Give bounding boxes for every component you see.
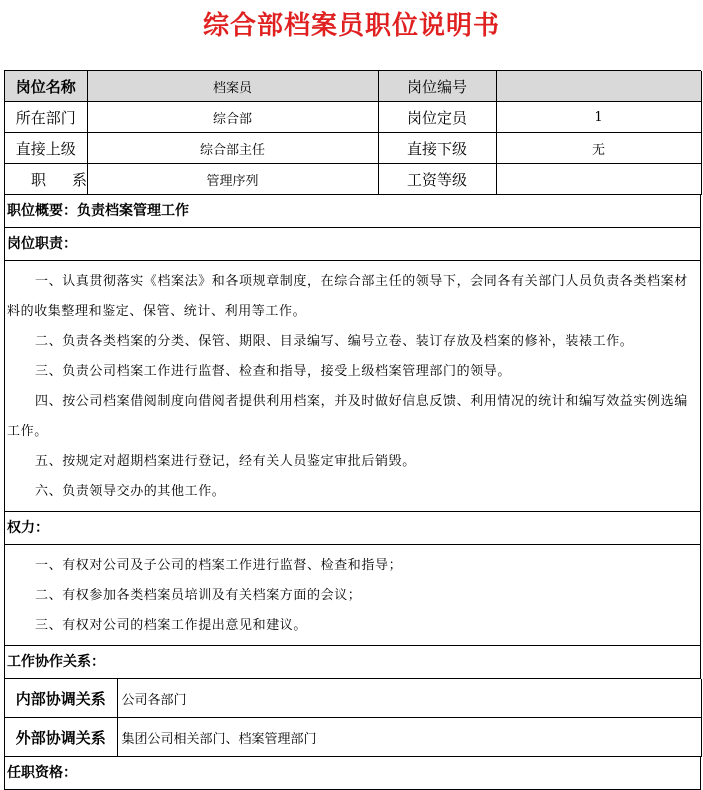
external-coordination-label: 外部协调关系 [5, 718, 117, 757]
powers-content [5, 545, 701, 646]
basic-info-table [5, 71, 702, 195]
summary-row: 职位概要：负责档案管理工作 [5, 195, 701, 228]
series-value[interactable]: 管理序列 [87, 164, 378, 195]
superior-value[interactable]: 综合部主任 [87, 133, 378, 164]
basic-row-3 [5, 133, 701, 164]
dept-label: 所在部门 [5, 102, 87, 133]
duty-item: 一、认真贯彻落实《档案法》和各项规章制度，在综合部主任的领导下，会同各有关部门人员负责各类档案材料的收集整理和鉴定、保管、统计、利用等工作。 [7, 274, 688, 319]
duties-content [5, 261, 701, 512]
coordination-table [5, 679, 702, 757]
subordinate-value[interactable]: 无 [496, 133, 701, 164]
headcount-label: 岗位定员 [378, 102, 496, 133]
basic-row-4 [5, 164, 701, 195]
power-item: 一、有权对公司及子公司的档案工作进行监督、检查和指导； [35, 558, 403, 573]
dept-value[interactable]: 综合部 [87, 102, 378, 133]
duty-item: 五、按规定对超期档案进行登记，经有关人员鉴定审批后销毁。 [35, 454, 416, 469]
subordinate-label: 直接下级 [378, 133, 496, 164]
position-name-value[interactable]: 档案员 [87, 71, 378, 102]
duties-heading: 岗位职责： [5, 228, 701, 261]
duty-item: 四、按公司档案借阅制度向借阅者提供利用档案，并及时做好信息反馈、利用情况的统计和编写效益实例选编工作。 [7, 394, 688, 439]
power-item: 二、有权参加各类档案员培训及有关档案方面的会议； [35, 588, 362, 603]
document-title: 综合部档案员职位说明书 [202, 11, 500, 41]
headcount-value[interactable]: 1 [496, 102, 701, 133]
series-label: 职系 [5, 164, 87, 195]
basic-row-1 [5, 71, 701, 102]
coordination-heading: 工作协作关系： [5, 646, 701, 679]
qualification-heading: 任职资格： [5, 757, 701, 790]
duty-item: 六、负责领导交办的其他工作。 [35, 484, 226, 499]
duty-item: 二、负责各类档案的分类、保管、期限、目录编写、编号立卷、装订存放及档案的修补，装裱工作。 [35, 334, 634, 349]
superior-label: 直接上级 [5, 133, 87, 164]
duty-item: 三、负责公司档案工作进行监督、检查和指导，接受上级档案管理部门的领导。 [35, 364, 512, 379]
powers-heading: 权力： [5, 512, 701, 545]
salary-value[interactable] [496, 164, 701, 195]
position-no-label: 岗位编号 [378, 71, 496, 102]
internal-coordination-label: 内部协调关系 [5, 679, 117, 718]
internal-coordination-value[interactable]: 公司各部门 [117, 679, 701, 718]
external-coordination-row [5, 718, 701, 757]
position-no-value[interactable] [496, 71, 701, 102]
salary-label: 工资等级 [378, 164, 496, 195]
basic-row-2 [5, 102, 701, 133]
internal-coordination-row [5, 679, 701, 718]
job-description-sheet [4, 70, 701, 790]
power-item: 三、有权对公司的档案工作提出意见和建议。 [35, 618, 308, 633]
external-coordination-value[interactable]: 集团公司相关部门、档案管理部门 [117, 718, 701, 757]
position-name-label: 岗位名称 [5, 71, 87, 102]
